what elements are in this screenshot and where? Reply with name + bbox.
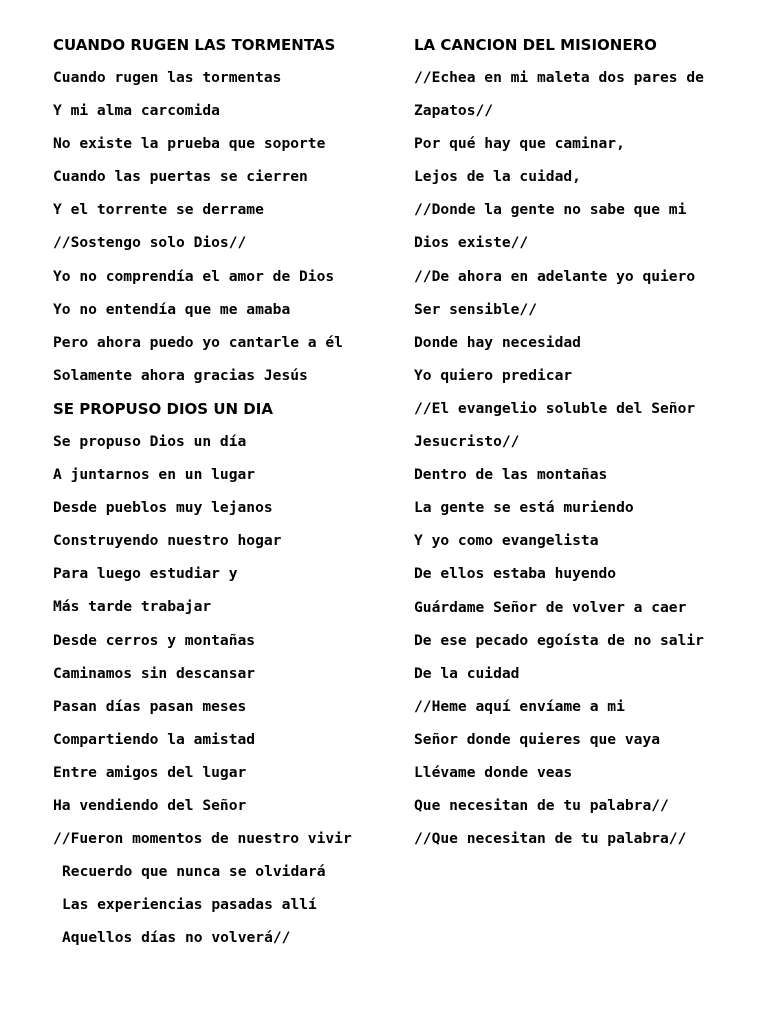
song-title: SE PROPUSO DIOS UN DIA: [53, 399, 273, 418]
lyric-line: Para luego estudiar y: [53, 565, 238, 583]
lyric-line: //Sostengo solo Dios//: [53, 234, 247, 252]
right-column: [414, 36, 759, 863]
lyric-line: A juntarnos en un lugar: [53, 466, 256, 484]
lyric-line: Pasan días pasan meses: [53, 697, 247, 715]
lyric-line: Yo quiero predicar: [414, 366, 573, 384]
lyric-line: Cuando las puertas se cierren: [53, 168, 308, 186]
lyric-line: Yo no entendía que me amaba: [53, 300, 291, 318]
lyric-line: Desde cerros y montañas: [53, 631, 256, 649]
lyric-line: Compartiendo la amistad: [53, 730, 256, 748]
lyric-line: Las experiencias pasadas allí: [62, 896, 317, 914]
lyric-line: Y yo como evangelista: [414, 532, 599, 550]
lyric-line: //Fueron momentos de nuestro vivir: [53, 830, 352, 848]
lyric-line: Lejos de la cuidad,: [414, 168, 581, 186]
lyric-line: Recuerdo que nunca se olvidará: [62, 863, 326, 881]
lyric-line: Zapatos//: [414, 102, 494, 120]
lyric-line: //Echea en mi maleta dos pares de: [414, 69, 704, 86]
lyric-line: Y el torrente se derrame: [53, 201, 264, 219]
lyric-line: Por qué hay que caminar,: [414, 135, 625, 153]
lyric-line: Dios existe//: [414, 234, 529, 252]
song-title: CUANDO RUGEN LAS TORMENTAS: [53, 36, 336, 54]
lyric-line: Aquellos días no volverá//: [62, 929, 291, 947]
lyric-line: Jesucristo//: [414, 433, 520, 451]
lyric-line: No existe la prueba que soporte: [53, 135, 326, 153]
left-column: [53, 36, 398, 962]
lyric-line: //Que necesitan de tu palabra//: [414, 830, 687, 848]
lyric-line: //Donde la gente no sabe que mi: [414, 201, 687, 219]
lyric-line: La gente se está muriendo: [414, 499, 634, 517]
lyric-line: Guárdame Señor de volver a caer: [414, 598, 687, 616]
lyric-line: //De ahora en adelante yo quiero: [414, 267, 696, 285]
lyric-line: Que necesitan de tu palabra//: [414, 797, 669, 815]
lyric-line: Entre amigos del lugar: [53, 763, 247, 781]
lyric-line: De la cuidad: [414, 664, 520, 682]
lyric-line: Se propuso Dios un día: [53, 432, 247, 450]
lyric-line: Llévame donde veas: [414, 763, 573, 781]
song-title: LA CANCION DEL MISIONERO: [414, 36, 657, 54]
lyric-line: Y mi alma carcomida: [53, 102, 220, 120]
lyric-line: //Heme aquí envíame a mi: [414, 697, 625, 715]
lyric-line: Ha vendiendo del Señor: [53, 796, 247, 814]
lyric-line: Construyendo nuestro hogar: [53, 532, 282, 550]
lyric-line: Cuando rugen las tormentas: [53, 69, 282, 86]
lyric-line: Solamente ahora gracias Jesús: [53, 366, 308, 384]
lyric-line: //El evangelio soluble del Señor: [414, 399, 696, 417]
lyric-line: Yo no comprendía el amor de Dios: [53, 267, 335, 285]
lyric-line: Ser sensible//: [414, 300, 538, 318]
lyric-line: Donde hay necesidad: [414, 333, 581, 351]
lyric-line: De ellos estaba huyendo: [414, 565, 617, 583]
lyric-line: Pero ahora puedo yo cantarle a él: [53, 333, 343, 351]
lyric-line: Más tarde trabajar: [53, 598, 212, 616]
lyric-line: De ese pecado egoísta de no salir: [414, 631, 704, 649]
lyric-line: Desde pueblos muy lejanos: [53, 499, 273, 517]
lyric-line: Dentro de las montañas: [414, 466, 608, 484]
lyric-line: Caminamos sin descansar: [53, 664, 256, 682]
lyric-line: Señor donde quieres que vaya: [414, 730, 661, 748]
